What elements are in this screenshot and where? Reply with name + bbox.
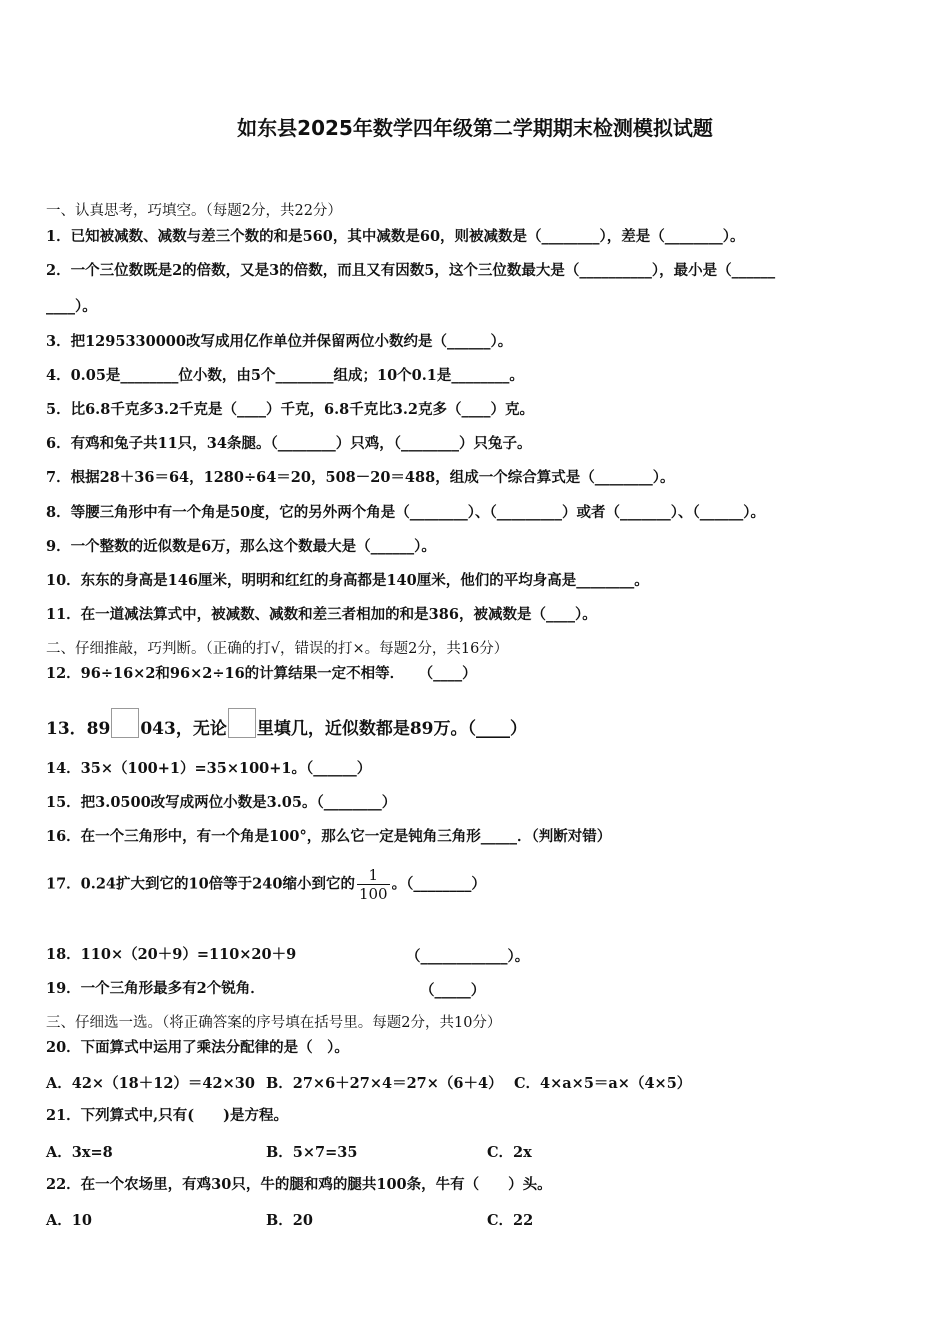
question-2-line-1: 2．一个三位数既是2的倍数，又是3的倍数，而且又有因数5，这个三位数最大是（__________），最小是（______ xyxy=(46,262,776,279)
question-22-option-a: A．10 xyxy=(46,1212,92,1229)
question-10: 10．东东的身高是146厘米，明明和红红的身高都是140厘米，他们的平均身高是________。 xyxy=(46,572,649,589)
question-20-option-b: B．27×6＋27×4＝27×（6＋4） xyxy=(266,1075,503,1092)
question-19: 19．一个三角形最多有2个锐角． xyxy=(46,980,265,997)
question-18-answer: （____________）。 xyxy=(406,948,530,965)
question-6: 6．有鸡和兔子共11只，34条腿。（________）只鸡，（________）只兔子。 xyxy=(46,435,532,452)
question-12: 12．96÷16×2和96×2÷16的计算结果一定不相等． （____） xyxy=(46,665,477,682)
question-20: 20．下面算式中运用了乘法分配律的是（ ）。 xyxy=(46,1039,349,1056)
question-2-line-2: ____）。 xyxy=(46,298,97,315)
question-9: 9．一个整数的近似数是6万，那么这个数最大是（______）。 xyxy=(46,538,436,555)
answer-box[interactable] xyxy=(228,708,256,738)
question-18: 18．110×（20＋9）=110×20＋9 xyxy=(46,946,297,963)
question-17 xyxy=(46,866,486,903)
question-21-option-b: B．5×7=35 xyxy=(266,1144,358,1161)
question-20-option-c: C．4×a×5＝a×（4×5） xyxy=(514,1075,692,1092)
question-13-part-2: 043，无论 xyxy=(140,719,227,739)
question-21: 21．下列算式中,只有( )是方程。 xyxy=(46,1107,288,1124)
question-17-part-2: 。（________） xyxy=(391,875,486,893)
fraction-denominator: 100 xyxy=(358,885,388,903)
question-7: 7．根据28＋36＝64，1280÷64＝20，508－20＝488，组成一个综合算式是（________）。 xyxy=(46,469,675,486)
section-heading-choice: 三、仔细选一选。（将正确答案的序号填在括号里。每题2分，共10分） xyxy=(46,1015,502,1031)
section-heading-fill-blank: 一、认真思考，巧填空。（每题2分，共22分） xyxy=(46,203,342,219)
question-21-option-a: A．3x=8 xyxy=(46,1144,113,1161)
question-22-option-c: C．22 xyxy=(487,1212,534,1229)
question-16: 16．在一个三角形中，有一个角是100°，那么它一定是钝角三角形_____．（判断对错） xyxy=(46,828,612,845)
question-19-answer: （_____） xyxy=(420,982,486,999)
question-5: 5．比6.8千克多3.2千克是（____）千克，6.8千克比3.2克多（____）克。 xyxy=(46,401,534,418)
fraction xyxy=(357,866,390,903)
question-14: 14．35×（100+1）=35×100+1。（______） xyxy=(46,760,372,777)
question-13 xyxy=(46,708,527,739)
question-13-part-1: 13．89 xyxy=(46,719,111,739)
question-13-part-3: 里填几，近似数都是89万。（____） xyxy=(256,719,527,739)
question-15: 15．把3.0500改写成两位小数是3.05。（________） xyxy=(46,794,397,811)
section-heading-judge: 二、仔细推敲，巧判断。（正确的打√，错误的打×。每题2分，共16分） xyxy=(46,641,509,657)
question-4: 4．0.05是________位小数，由5个________组成；10个0.1是________。 xyxy=(46,367,524,384)
question-22: 22．在一个农场里，有鸡30只，牛的腿和鸡的腿共100条，牛有（ ）头。 xyxy=(46,1176,552,1193)
question-1: 1．已知被减数、减数与差三个数的和是560，其中减数是60，则被减数是（________），差是（________）。 xyxy=(46,228,745,245)
question-3: 3．把1295330000改写成用亿作单位并保留两位小数约是（______）。 xyxy=(46,333,513,350)
page-title: 如东县2025年数学四年级第二学期期末检测模拟试题 xyxy=(237,116,713,140)
question-17-part-1: 17．0.24扩大到它的10倍等于240缩小到它的 xyxy=(46,875,355,893)
question-20-option-a: A．42×（18＋12）＝42×30 xyxy=(46,1075,255,1092)
question-22-option-b: B．20 xyxy=(266,1212,313,1229)
question-8: 8．等腰三角形中有一个角是50度，它的另外两个角是（________）、（_________）或者（_______）、（______）。 xyxy=(46,504,766,521)
question-21-option-c: C．2x xyxy=(487,1144,532,1161)
fraction-numerator: 1 xyxy=(368,866,379,884)
question-11: 11．在一道减法算式中，被减数、减数和差三者相加的和是386，被减数是（____）。 xyxy=(46,606,597,623)
answer-box[interactable] xyxy=(111,708,139,738)
